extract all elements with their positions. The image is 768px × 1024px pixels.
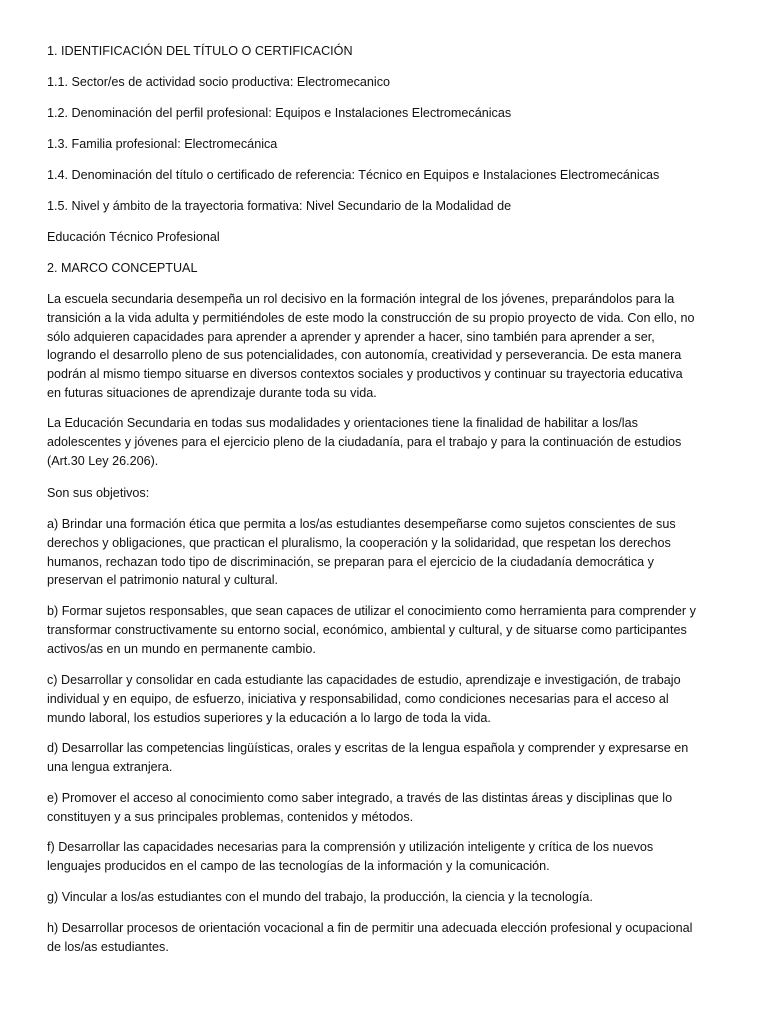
- objective-h: [47, 919, 731, 957]
- text-line: preservan el patrimonio natural y cultural.: [47, 573, 278, 588]
- objectives-intro: Son sus objetivos:: [47, 486, 150, 500]
- paragraph-educacion-secundaria: [47, 414, 731, 470]
- item-1-1: 1.1. Sector/es de actividad socio productiva: Electromecanico: [47, 75, 391, 89]
- text-line: logrando el desarrollo pleno de sus potencialidades, con autonomía, creatividad y perseverancia. De esta manera: [47, 348, 682, 363]
- item-1-5-continuation: Educación Técnico Profesional: [47, 230, 220, 244]
- text-line: humanos, rechazan todo tipo de discriminación, se preparan para el ejercicio de la ciudadanía democrática y: [47, 554, 654, 569]
- objective-a: [47, 515, 731, 590]
- text-line: transición a la vida adulta y permitiéndoles de este modo la construcción de su propio proyecto de vida. Con ello, no: [47, 310, 695, 325]
- text-line: una lengua extranjera.: [47, 759, 173, 774]
- text-line: h) Desarrollar procesos de orientación vocacional a fin de permitir una adecuada elección profesional y ocupacional: [47, 921, 693, 935]
- text-line: derechos y obligaciones, que practican el pluralismo, la cooperación y la solidaridad, que respetan los derechos: [47, 535, 671, 550]
- text-line: constituyen y a sus principales problemas, contenidos y métodos.: [47, 809, 414, 824]
- objective-g: g) Vincular a los/as estudiantes con el mundo del trabajo, la producción, la ciencia y la tecnología.: [47, 890, 593, 904]
- text-line: a) Brindar una formación ética que permita a los/as estudiantes desempeñarse como sujetos conscientes de sus: [47, 517, 676, 531]
- text-line: podrán al mismo tiempo situarse en diversos contextos sociales y productivos y continuar su trayectoria educativa: [47, 367, 683, 382]
- paragraph-escuela-secundaria: [47, 290, 731, 403]
- text-line: c) Desarrollar y consolidar en cada estudiante las capacidades de estudio, aprendizaje e investigación, de trabajo: [47, 673, 681, 687]
- objective-b: [47, 602, 731, 658]
- text-line: adolescentes y jóvenes para el ejercicio pleno de la ciudadanía, para el trabajo y para la continuación de estudios: [47, 434, 682, 449]
- objective-f: [47, 838, 731, 876]
- item-1-5: 1.5. Nivel y ámbito de la trayectoria formativa: Nivel Secundario de la Modalidad de: [47, 199, 512, 213]
- text-line: f) Desarrollar las capacidades necesarias para la comprensión y utilización inteligente y crítica de los nuevos: [47, 840, 654, 854]
- text-line: La escuela secundaria desempeña un rol decisivo en la formación integral de los jóvenes, preparándolos para la: [47, 292, 675, 306]
- text-line: b) Formar sujetos responsables, que sean capaces de utilizar el conocimiento como herramienta para comprender y: [47, 604, 696, 618]
- objective-d: [47, 739, 731, 777]
- text-line: sólo adquieren capacidades para aprender a aprender y aprender a hacer, sino también para aprender a ser,: [47, 329, 655, 344]
- item-1-3: 1.3. Familia profesional: Electromecánica: [47, 137, 278, 151]
- text-line: lenguajes producidos en el campo de las tecnologías de la información y la comunicación.: [47, 858, 550, 873]
- item-1-4: 1.4. Denominación del título o certificado de referencia: Técnico en Equipos e Instalaciones Electromecánicas: [47, 168, 660, 182]
- text-line: activos/as en un mundo en permanente cambio.: [47, 641, 316, 656]
- text-line: individual y en equipo, de esfuerzo, iniciativa y responsabilidad, como condiciones necesarias para el acceso al: [47, 691, 669, 706]
- section-1-heading: 1. IDENTIFICACIÓN DEL TÍTULO O CERTIFICACIÓN: [47, 44, 353, 58]
- text-line: mundo laboral, los estudios superiores y la educación a lo largo de toda la vida.: [47, 710, 491, 725]
- section-2-heading: 2. MARCO CONCEPTUAL: [47, 261, 198, 275]
- objective-c: [47, 671, 731, 727]
- text-line: e) Promover el acceso al conocimiento como saber integrado, a través de las distintas áreas y disciplinas que lo: [47, 791, 673, 805]
- text-line: de los/as estudiantes.: [47, 939, 169, 954]
- text-line: (Art.30 Ley 26.206).: [47, 453, 159, 468]
- text-line: transformar constructivamente su entorno social, económico, ambiental y cultural, y de situarse como participantes: [47, 622, 687, 637]
- text-line: en futuras situaciones de aprendizaje durante toda su vida.: [47, 385, 377, 400]
- objective-e: [47, 789, 731, 827]
- text-line: d) Desarrollar las competencias lingüísticas, orales y escritas de la lengua española y comprender y expresarse en: [47, 741, 689, 755]
- text-line: La Educación Secundaria en todas sus modalidades y orientaciones tiene la finalidad de habilitar a los/las: [47, 416, 638, 430]
- item-1-2: 1.2. Denominación del perfil profesional: Equipos e Instalaciones Electromecánicas: [47, 106, 512, 120]
